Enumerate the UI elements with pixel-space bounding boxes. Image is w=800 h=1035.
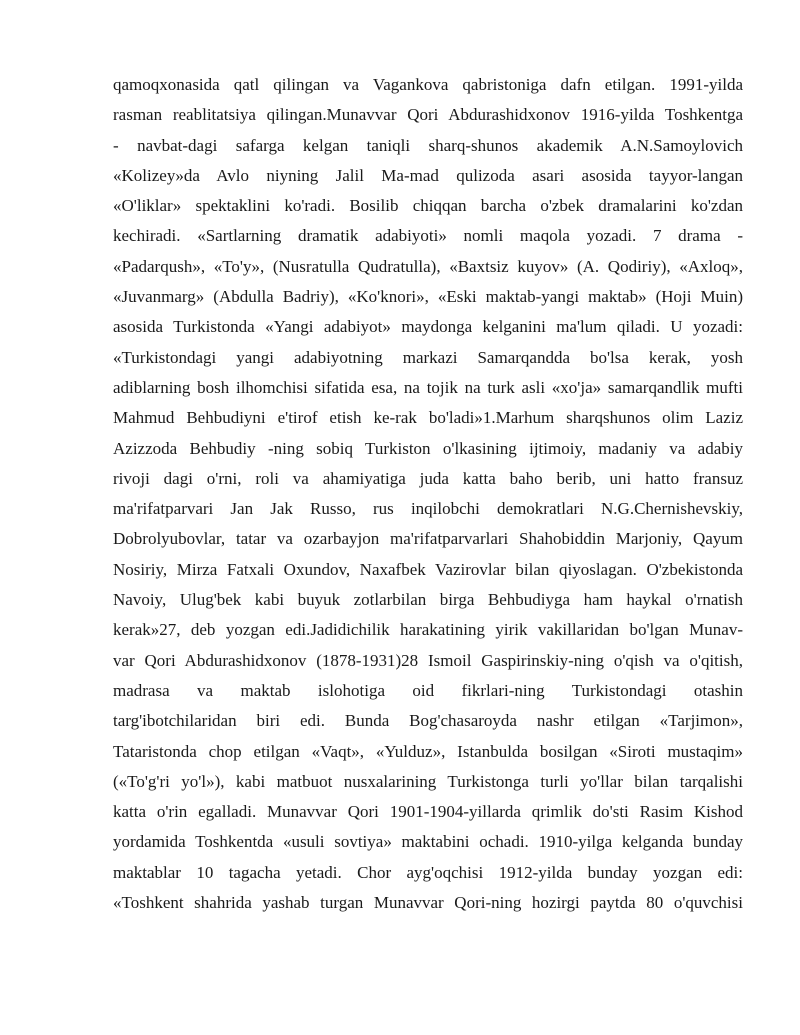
text-line: targ'ibotchilaridan biri edi. Bunda Bog'chasaroyda nashr etilgan «Tarjimon», xyxy=(113,711,743,731)
text-line: «Toshkent shahrida yashab turgan Munavvar Qori-ning hozirgi paytda 80 o'quvchisi xyxy=(113,893,743,913)
text-line: maktablar 10 tagacha yetadi. Chor ayg'oqchisi 1912-yilda bunday yozgan edi: xyxy=(113,862,743,882)
text-line: asosida Turkistonda «Yangi adabiyot» maydonga kelganini ma'lum qiladi. U yozadi: xyxy=(113,317,743,337)
text-line: rasman reablitatsiya qilingan.Munavvar Qori Abdurashidxonov 1916-yilda Toshkentga xyxy=(113,105,743,125)
text-line: «Turkistondagi yangi adabiyotning markazi Samarqandda bo'lsa kerak, yosh xyxy=(113,347,743,367)
text-line: katta o'rin egalladi. Munavvar Qori 1901-1904-yillarda qrimlik do'sti Rasim Kishod xyxy=(113,802,743,822)
text-line: adiblarning bosh ilhomchisi sifatida esa, na tojik na turk asli «xo'ja» samarqandlik mufti xyxy=(113,377,743,397)
text-line: - navbat-dagi safarga kelgan taniqli sharq-shunos akademik A.N.Samoylovich xyxy=(113,135,743,155)
text-line: rivoji dagi o'rni, roli va ahamiyatiga juda katta baho berib, uni hatto fransuz xyxy=(113,468,743,488)
body-text xyxy=(113,70,743,918)
text-line: «Juvanmarg» (Abdulla Badriy), «Ko'knori», «Eski maktab-yangi maktab» (Hoji Muin) xyxy=(113,287,743,307)
text-line: «Kolizey»da Avlo niyning Jalil Ma-mad qulizoda asari asosida tayyor-langan xyxy=(113,165,743,185)
text-line: madrasa va maktab islohotiga oid fikrlari-ning Turkistondagi otashin xyxy=(113,680,743,700)
text-line: Mahmud Behbudiyni e'tirof etish ke-rak bo'ladi»1.Marhum sharqshunos olim Laziz xyxy=(113,408,743,428)
text-line: Azizzoda Behbudiy -ning sobiq Turkiston o'lkasining ijtimoiy, madaniy va adabiy xyxy=(113,438,743,458)
text-line: yordamida Toshkentda «usuli sovtiya» maktabini ochadi. 1910-yilga kelganda bunday xyxy=(113,832,743,852)
text-line: qamoqxonasida qatl qilingan va Vagankova qabristoniga dafn etilgan. 1991-yilda xyxy=(113,75,743,94)
text-line: Navoiy, Ulug'bek kabi buyuk zotlarbilan birga Behbudiyga ham haykal o'rnatish xyxy=(113,590,743,610)
text-line: «O'liklar» spektaklini ko'radi. Bosilib chiqqan barcha o'zbek dramalarini ko'zdan xyxy=(113,196,743,216)
text-line: kerak»27, deb yozgan edi.Jadidichilik harakatining yirik vakillaridan bo'lgan Munav- xyxy=(113,620,743,640)
text-line: («To'g'ri yo'l»), kabi matbuot nusxalarining Turkistonga turli yo'llar bilan tarqalishi xyxy=(113,771,743,791)
text-line: kechiradi. «Sartlarning dramatik adabiyoti» nomli maqola yozadi. 7 drama - xyxy=(113,226,743,246)
text-line: Dobrolyubovlar, tatar va ozarbayjon ma'rifatparvarlari Shahobiddin Marjoniy, Qayum xyxy=(113,529,743,549)
text-line: Tataristonda chop etilgan «Vaqt», «Yulduz», Istanbulda bosilgan «Siroti mustaqim» xyxy=(113,741,743,761)
text-line: var Qori Abdurashidxonov (1878-1931)28 Ismoil Gaspirinskiy-ning o'qish va o'qitish, xyxy=(113,650,743,670)
text-line: Nosiriy, Mirza Fatxali Oxundov, Naxafbek Vazirovlar bilan qiyoslagan. O'zbekistonda xyxy=(113,559,743,579)
text-line: ma'rifatparvari Jan Jak Russo, rus inqilobchi demokratlari N.G.Chernishevskiy, xyxy=(113,499,743,519)
text-line: «Padarqush», «To'y», (Nusratulla Qudratulla), «Baxtsiz kuyov» (A. Qodiriy), «Axloq», xyxy=(113,256,743,276)
